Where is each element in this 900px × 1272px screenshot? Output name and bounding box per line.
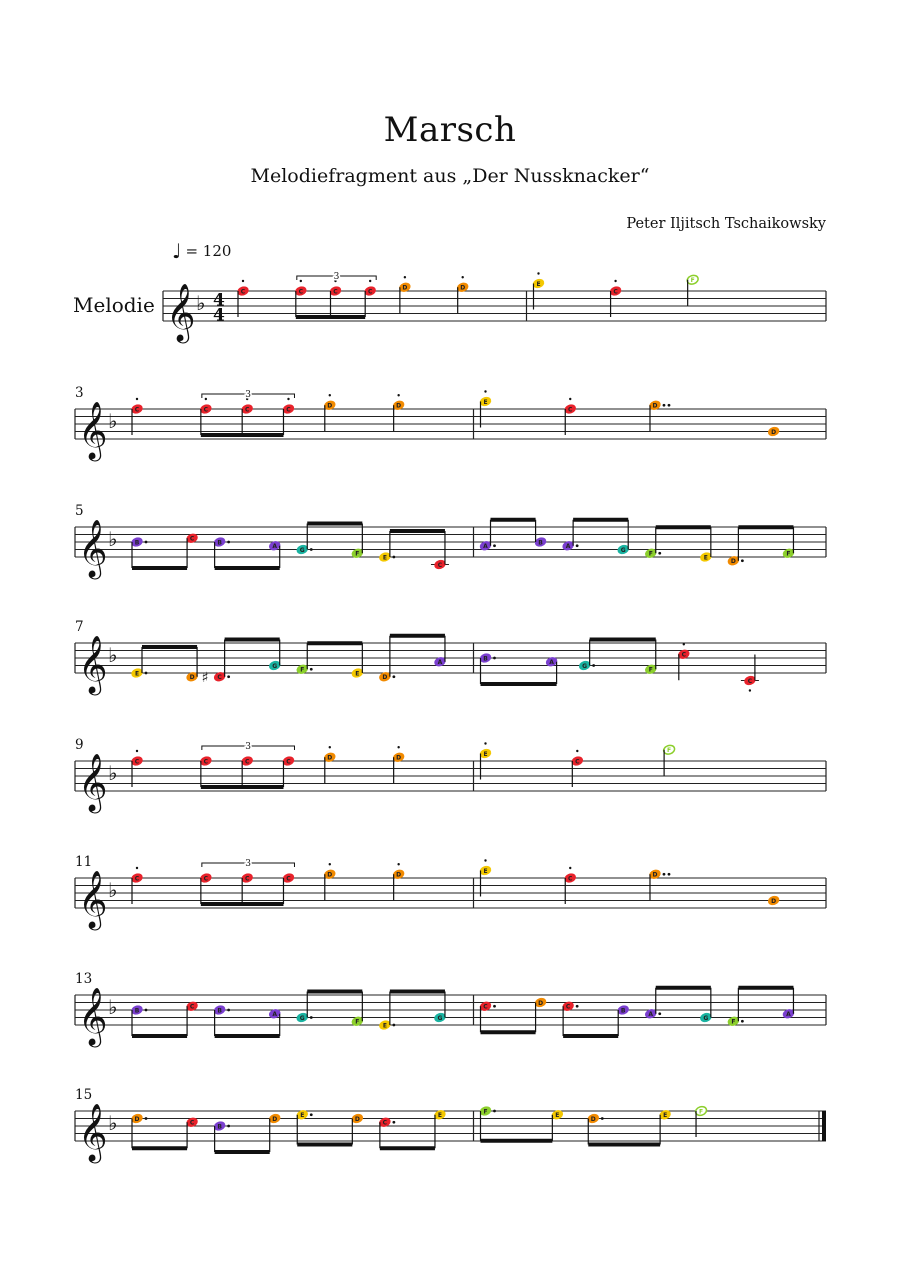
note-d <box>130 1113 147 1125</box>
note-f <box>694 1105 707 1137</box>
note-name-label: F <box>731 1018 736 1026</box>
note-name-label: C <box>681 651 687 659</box>
note-name-label: C <box>134 875 140 883</box>
key-signature-flat: ♭ <box>108 643 118 667</box>
augmentation-dot <box>663 404 666 407</box>
note-name-label: D <box>396 402 402 410</box>
staccato-dot <box>569 398 571 400</box>
note-name-label: G <box>272 662 278 670</box>
note-name-label: C <box>333 288 338 296</box>
note-name-label: F <box>786 550 791 558</box>
augmentation-dot <box>576 544 579 547</box>
note-name-label: D <box>538 999 544 1007</box>
augmentation-dot <box>741 1020 744 1023</box>
note-name-label: C <box>134 406 140 414</box>
note-name-label: C <box>244 406 250 414</box>
note-f <box>686 274 699 306</box>
treble-clef: 𝄞 <box>78 519 108 577</box>
note-d <box>323 746 336 783</box>
note-name-label: G <box>437 1014 443 1022</box>
tuplet-number: 3 <box>245 859 252 869</box>
note-name-label: A <box>437 659 443 667</box>
note-d <box>648 399 670 431</box>
staccato-dot <box>300 280 302 282</box>
instrument-name: Melodie <box>73 293 155 317</box>
note-d <box>456 276 469 313</box>
measure-number: 11 <box>75 854 93 870</box>
measure-number: 15 <box>75 1087 93 1103</box>
note-name-label: A <box>483 543 488 551</box>
note-name-label: C <box>244 758 250 766</box>
augmentation-dot <box>227 541 230 544</box>
note-name-label: D <box>771 897 777 905</box>
key-signature-flat: ♭ <box>108 878 118 902</box>
note-name-label: F <box>355 550 360 558</box>
sharp-accidental: ♯ <box>201 669 209 686</box>
key-signature-flat: ♭ <box>196 291 206 315</box>
note-name-label: A <box>648 1011 654 1019</box>
note-name-label: A <box>272 1011 278 1019</box>
note-name-label: E <box>382 1022 387 1030</box>
note-name-label: E <box>555 1112 560 1120</box>
staccato-dot <box>369 280 371 282</box>
note-d <box>392 746 405 783</box>
augmentation-dot <box>310 548 313 551</box>
piece-title: Marsch <box>383 110 517 150</box>
note-name-label: E <box>483 867 488 875</box>
note-b <box>130 1004 147 1016</box>
time-signature-upper: 4 <box>213 290 225 311</box>
note-name-label: F <box>300 666 305 674</box>
note-b <box>213 536 230 548</box>
note-name-label: C <box>240 288 246 296</box>
augmentation-dot <box>145 1009 148 1012</box>
note-d <box>767 895 780 907</box>
note-d <box>392 863 405 900</box>
note-g <box>296 1012 313 1024</box>
augmentation-dot <box>310 668 313 671</box>
measure-number: 13 <box>75 971 93 987</box>
note-name-label: D <box>771 428 777 436</box>
note-name-label: A <box>786 1011 791 1019</box>
note-name-label: A <box>549 659 554 667</box>
note-name-label: D <box>354 1115 360 1123</box>
augmentation-dot <box>392 1024 395 1027</box>
augmentation-dot <box>668 873 671 876</box>
note-name-label: E <box>483 750 488 758</box>
note-name-label: C <box>575 758 580 766</box>
note-name-label: B <box>538 539 543 547</box>
augmentation-dot <box>741 559 744 562</box>
note-name-label: A <box>565 543 571 551</box>
note-name-label: B <box>134 539 140 547</box>
tuplet-number: 3 <box>245 390 252 400</box>
note-name-label: C <box>189 535 195 543</box>
staccato-dot <box>397 863 399 865</box>
note-name-label: C <box>286 406 291 414</box>
treble-clef: 𝄞 <box>78 753 108 811</box>
note-name-label: E <box>300 1112 305 1120</box>
augmentation-dot <box>310 1016 313 1019</box>
note-name-label: D <box>272 1115 278 1123</box>
augmentation-dot <box>576 1005 579 1008</box>
note-name-label: D <box>402 284 408 292</box>
augmentation-dot <box>145 1117 148 1120</box>
staccato-dot <box>404 276 406 278</box>
note-name-label: D <box>327 871 333 879</box>
staccato-dot <box>576 750 578 752</box>
note-name-label: D <box>460 284 466 292</box>
augmentation-dot <box>601 1117 604 1120</box>
staccato-dot <box>397 746 399 748</box>
augmentation-dot <box>592 664 595 667</box>
note-b <box>213 1004 230 1016</box>
composer-name: Peter Iljitsch Tschaikowsky <box>626 216 826 232</box>
note-name-label: C <box>568 406 573 414</box>
note-name-label: C <box>613 288 618 296</box>
staff-system <box>75 737 826 814</box>
tuplet-number: 3 <box>333 272 340 282</box>
staccato-dot <box>461 276 463 278</box>
note-name-label: G <box>299 546 305 554</box>
note-name-label: B <box>134 1007 140 1015</box>
tuplet-number: 3 <box>245 742 252 752</box>
note-name-label: C <box>203 875 209 883</box>
note-d <box>398 276 411 313</box>
note-name-label: E <box>483 398 488 406</box>
note-d <box>767 426 780 438</box>
note-name-label: D <box>189 674 195 682</box>
note-name-label: G <box>703 1014 709 1022</box>
staccato-dot <box>484 390 486 392</box>
note-name-label: E <box>355 670 360 678</box>
note-name-label: C <box>286 875 291 883</box>
piece-subtitle: Melodiefragment aus „Der Nussknacker“ <box>250 165 650 187</box>
note-name-label: C <box>437 561 443 569</box>
note-name-label: D <box>590 1115 596 1123</box>
note-name-label: G <box>620 546 626 554</box>
key-signature-flat: ♭ <box>108 527 118 551</box>
staccato-dot <box>537 272 539 274</box>
note-name-label: D <box>730 558 736 566</box>
staff-system <box>75 385 826 462</box>
augmentation-dot <box>145 541 148 544</box>
note-name-label: F <box>648 666 653 674</box>
note-name-label: D <box>396 871 402 879</box>
staccato-dot <box>136 398 138 400</box>
augmentation-dot <box>392 1121 395 1124</box>
note-d <box>323 394 336 431</box>
note-d <box>323 863 336 900</box>
note-b <box>130 536 147 548</box>
note-name-label: C <box>203 406 209 414</box>
note-name-label: C <box>286 758 291 766</box>
note-name-label: E <box>134 670 140 678</box>
augmentation-dot <box>227 1125 230 1128</box>
note-name-label: B <box>483 655 488 663</box>
staccato-dot <box>397 394 399 396</box>
note-e <box>130 667 147 679</box>
final-barline-thick <box>822 1111 826 1141</box>
note-g <box>296 544 313 556</box>
note-name-label: E <box>382 554 387 562</box>
note-d <box>648 868 670 900</box>
augmentation-dot <box>663 873 666 876</box>
tuplet-bracket <box>297 272 376 282</box>
note-e <box>378 551 395 563</box>
augmentation-dot <box>493 657 496 660</box>
note-name-label: G <box>582 662 588 670</box>
note-g <box>578 660 595 672</box>
note-c <box>202 670 230 686</box>
measure-number: 9 <box>75 737 84 753</box>
staccato-dot <box>614 280 616 282</box>
augmentation-dot <box>658 552 661 555</box>
note-name-label: C <box>382 1119 388 1127</box>
augmentation-dot <box>658 1012 661 1015</box>
augmentation-dot <box>668 404 671 407</box>
note-f <box>662 744 675 776</box>
staff-system <box>75 1087 826 1164</box>
staff-system <box>75 619 826 696</box>
staccato-dot <box>287 398 289 400</box>
note-name-label: C <box>565 1003 571 1011</box>
staccato-dot <box>329 863 331 865</box>
note-name-label: C <box>367 288 373 296</box>
note-name-label: C <box>568 875 573 883</box>
measure-number: 5 <box>75 503 84 519</box>
key-signature-flat: ♭ <box>108 1111 118 1135</box>
note-name-label: C <box>217 674 222 682</box>
note-name-label: F <box>355 1018 360 1026</box>
staccato-dot <box>205 398 207 400</box>
tempo-value: = 120 <box>185 242 232 260</box>
note-name-label: C <box>134 758 140 766</box>
staccato-dot <box>484 859 486 861</box>
note-c <box>677 643 690 680</box>
note-name-label: D <box>327 754 333 762</box>
note-name-label: C <box>244 875 250 883</box>
note-name-label: E <box>703 554 708 562</box>
note-name-label: G <box>299 1014 305 1022</box>
augmentation-dot <box>310 1113 313 1116</box>
augmentation-dot <box>145 672 148 675</box>
treble-clef: 𝄞 <box>78 870 108 928</box>
quarter-note-icon: ♩ <box>172 239 182 263</box>
note-name-label: C <box>189 1003 195 1011</box>
note-e <box>378 1019 395 1031</box>
note-b <box>213 1120 230 1132</box>
note-name-label: C <box>298 288 304 296</box>
treble-clef: 𝄞 <box>78 635 108 693</box>
staccato-dot <box>242 280 244 282</box>
note-name-label: D <box>652 402 658 410</box>
note-name-label: F <box>648 550 653 558</box>
staccato-dot <box>484 742 486 744</box>
note-name-label: C <box>483 1003 488 1011</box>
note-name-label: F <box>698 1108 704 1116</box>
treble-clef: 𝄞 <box>166 283 196 341</box>
tuplet-bracket <box>202 859 295 869</box>
staccato-dot <box>136 750 138 752</box>
staccato-dot <box>329 394 331 396</box>
note-name-label: B <box>217 539 222 547</box>
note-c <box>431 559 449 571</box>
treble-clef: 𝄞 <box>78 1103 108 1161</box>
staccato-dot <box>683 643 685 645</box>
note-name-label: D <box>652 871 658 879</box>
augmentation-dot <box>493 1005 496 1008</box>
measure-number: 3 <box>75 385 84 401</box>
staff-system <box>75 971 826 1048</box>
measure-number: 7 <box>75 619 84 635</box>
key-signature-flat: ♭ <box>108 995 118 1019</box>
note-b <box>479 652 496 664</box>
note-d <box>587 1113 604 1125</box>
staff-system <box>163 272 826 344</box>
augmentation-dot <box>227 675 230 678</box>
note-name-label: F <box>667 747 672 755</box>
staccato-dot <box>329 746 331 748</box>
treble-clef: 𝄞 <box>78 987 108 1045</box>
key-signature-flat: ♭ <box>108 409 118 433</box>
note-f <box>479 1105 496 1117</box>
note-name-label: F <box>483 1108 488 1116</box>
augmentation-dot <box>392 675 395 678</box>
note-name-label: D <box>134 1115 140 1123</box>
note-name-label: E <box>437 1112 443 1120</box>
key-signature-flat: ♭ <box>108 761 118 785</box>
note-d <box>392 394 405 431</box>
note-name-label: D <box>382 674 388 682</box>
augmentation-dot <box>493 544 496 547</box>
staccato-dot <box>569 867 571 869</box>
note-name-label: B <box>217 1007 222 1015</box>
note-name-label: E <box>663 1112 668 1120</box>
tuplet-bracket <box>202 742 295 752</box>
note-name-label: A <box>272 543 278 551</box>
note-name-label: D <box>327 402 333 410</box>
note-name-label: D <box>396 754 402 762</box>
note-name-label: C <box>747 677 753 685</box>
augmentation-dot <box>392 556 395 559</box>
staccato-dot <box>749 689 751 691</box>
note-name-label: B <box>217 1123 222 1131</box>
staccato-dot <box>136 867 138 869</box>
tuplet-bracket <box>202 390 295 400</box>
augmentation-dot <box>227 1009 230 1012</box>
note-name-label: F <box>690 277 695 285</box>
note-name-label: C <box>189 1119 195 1127</box>
staff-system <box>75 503 826 580</box>
augmentation-dot <box>493 1110 496 1113</box>
staff-system <box>75 854 826 931</box>
time-signature-lower: 4 <box>213 305 225 326</box>
note-name-label: E <box>536 280 541 288</box>
treble-clef: 𝄞 <box>78 401 108 459</box>
note-name-label: B <box>620 1007 626 1015</box>
note-name-label: C <box>203 758 209 766</box>
